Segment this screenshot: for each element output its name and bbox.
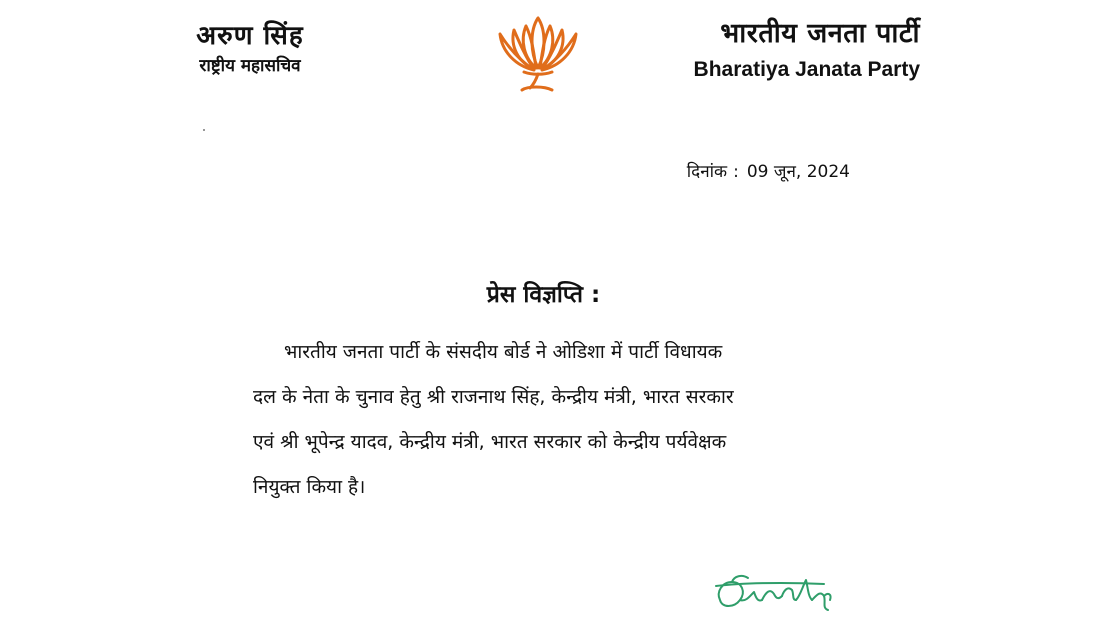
- date-line: [600, 158, 850, 186]
- date-separator: :: [733, 162, 739, 182]
- handwritten-signature: [712, 566, 847, 620]
- press-release-body: [253, 330, 853, 510]
- press-release-heading: प्रेस विज्ञप्ति :: [486, 282, 601, 308]
- body-line: एवं श्री भूपेन्द्र यादव, केन्द्रीय मंत्री, भारत सरकार को केन्द्रीय पर्यवेक्षक: [253, 431, 727, 453]
- party-block: [640, 16, 920, 85]
- date-value: 09 जून, 2024: [746, 162, 850, 182]
- party-name-hindi: भारतीय जनता पार्टी: [720, 18, 920, 49]
- scan-speck: [203, 129, 205, 131]
- body-line: नियुक्त किया है।: [253, 476, 366, 498]
- body-line: भारतीय जनता पार्टी के संसदीय बोर्ड ने ओडिशा में पार्टी विधायक: [284, 341, 723, 363]
- sender-block: [170, 18, 330, 78]
- body-line: दल के नेता के चुनाव हेतु श्री राजनाथ सिंह, केन्द्रीय मंत्री, भारत सरकार: [253, 386, 734, 408]
- lotus-logo-icon: [490, 12, 586, 94]
- sender-name: अरुण सिंह: [196, 21, 304, 51]
- date-label: दिनांक: [686, 162, 728, 182]
- party-name-english: Bharatiya Janata Party: [693, 58, 920, 81]
- sender-title: राष्ट्रीय महासचिव: [199, 56, 301, 76]
